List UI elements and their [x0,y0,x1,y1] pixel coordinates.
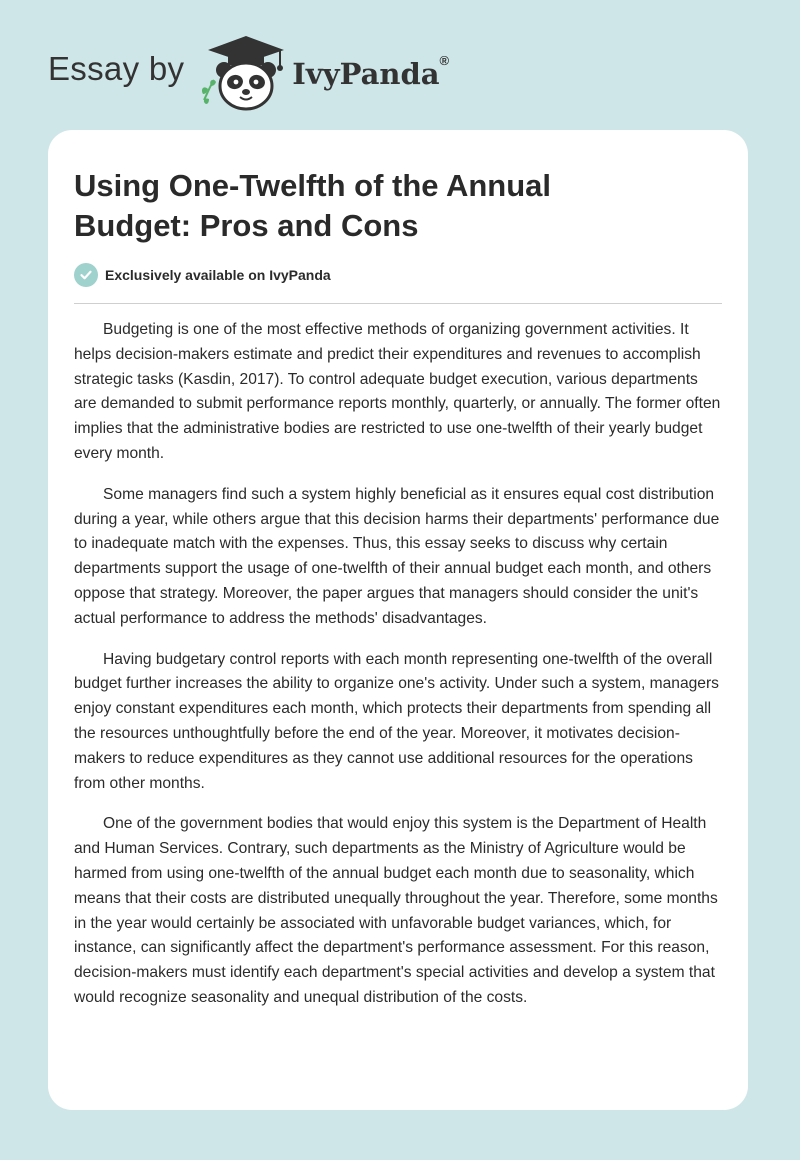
essay-card [48,130,748,1110]
essay-body [74,318,724,1027]
paragraph: One of the government bodies that would enjoy this system is the Department of Health and Human Services. Contrary, such departments as the Ministry of Agriculture would be harmed from using one-twelfth of the annual budget each month due to seasonality, which means that their costs are distributed unequally throughout the year. Therefore, some months in the year would certainly be associated with unfavorable budget variances, which, for instance, can significantly affect the department's performance assessment. For this reason, decision-makers must identify each department's special activities and develop a system that would recognize seasonality and unequal distribution of the costs. [74,815,718,1006]
paragraph: Having budgetary control reports with each month representing one-twelfth of the overall budget further increases the ability to organize one's activity. Under such a system, managers enjoy constant expenditures each month, which protects their departments from spending all the resources unthoughtfully before the end of the year. Moreover, it motivates decision-makers to reduce expenditures as they cannot use additional resources for the operations from other months. [74,650,719,792]
brand-name[interactable]: IvyPanda® [292,53,450,91]
trademark-symbol: ® [439,53,450,68]
badge-text: Exclusively available on IvyPanda [105,267,331,283]
paragraph: Some managers find such a system highly beneficial as it ensures equal cost distribution during a year, while others argue that this decision harms their departments' performance due to inadequate match with the expenses. Thus, this essay seeks to discuss why certain departments support the usage of one-twelfth of their annual budget each month, and others oppose that strategy. Moreover, the paper argues that managers should consider the unit's actual performance to address the methods' disadvantages. [74,485,720,627]
page-title: Using One-Twelfth of the Annual Budget: Pros and Cons [74,168,552,243]
check-icon [74,263,98,287]
paragraph: Budgeting is one of the most effective methods of organizing government activities. It helps decision-makers estimate and predict their expenditures and revenues to accomplish strategic tasks (Kasdin, 2017). To control adequate budget execution, various departments are demanded to submit performance reports monthly, quarterly, or annually. The former often implies that the administrative bodies are restricted to use one-twelfth of their yearly budget every month. [74,321,721,462]
exclusive-badge [74,263,331,287]
site-header [48,34,449,112]
essay-by-label: Essay by [48,50,185,87]
panda-graduate-logo-icon[interactable] [198,34,290,112]
divider [74,303,722,304]
